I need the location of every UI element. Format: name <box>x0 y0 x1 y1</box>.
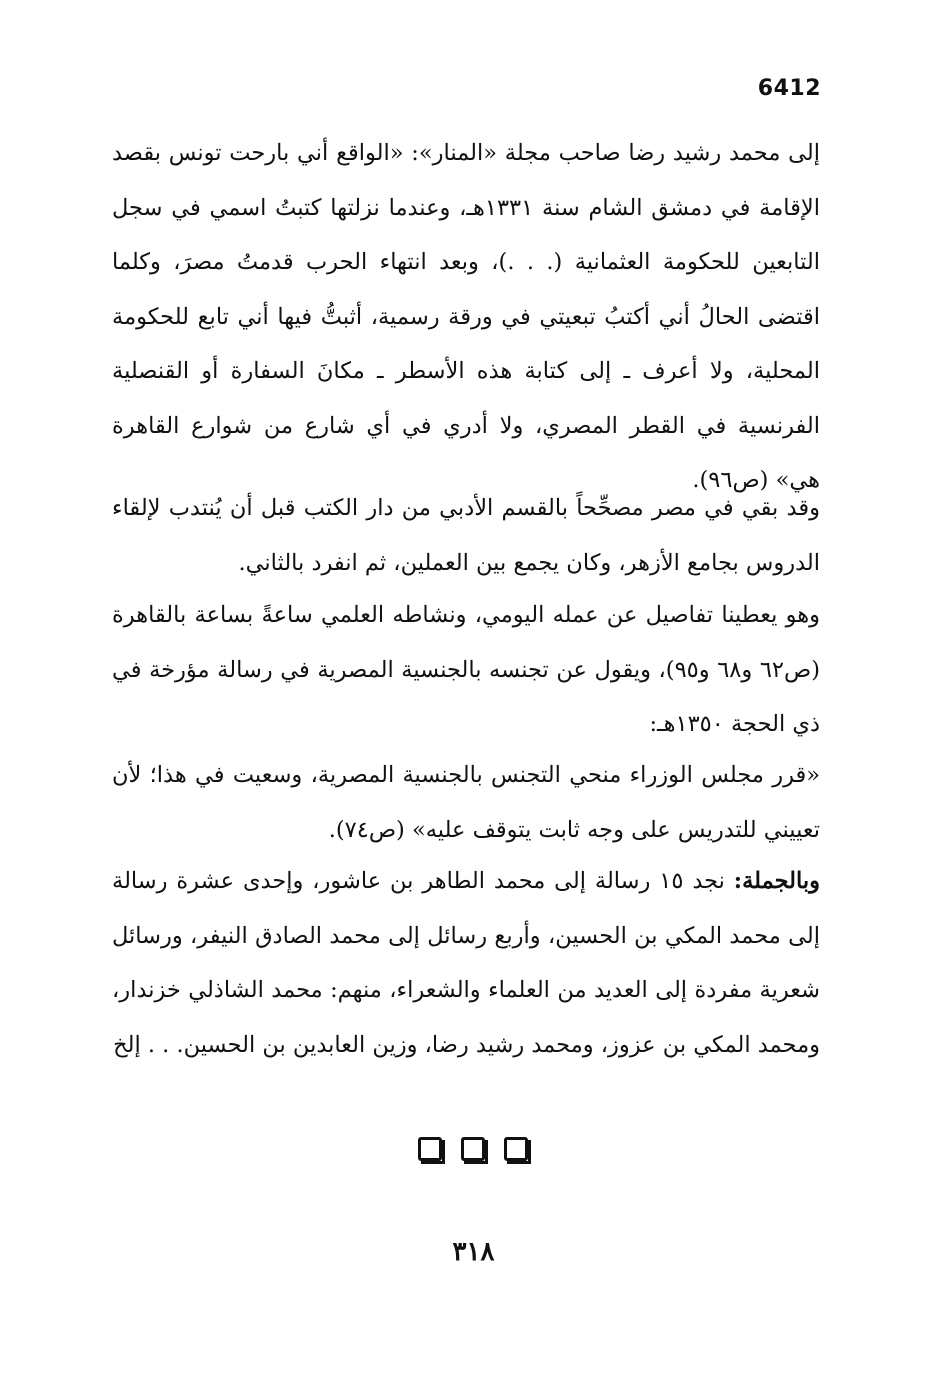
summary-text: نجد ١٥ رسالة إلى محمد الطاهر بن عاشور، وإحدى عشرة رسالة إلى محمد المكي بن الحسين، وأربع رسائل إلى محمد الصادق النيفر، ورسائل شعرية مفردة إلى العديد من العلماء والشعراء، منهم: محمد الشاذلي خزندار، ومحمد المكي بن عزوز، ومحمد رشيد رضا، وزين العابدين بن الحسين. . . إلخ <box>112 868 820 1058</box>
page-number: ٣١٨ <box>452 1237 495 1267</box>
paragraph-letter-quote <box>112 126 820 508</box>
square-ornament-icon <box>461 1137 485 1161</box>
paragraph-naturalization-quote <box>112 748 820 857</box>
paragraph-text: إلى محمد رشيد رضا صاحب مجلة «المنار»: «الواقع أني بارحت تونس بقصد الإقامة في دمشق الشام سنة ١٣٣١هـ، وعندما نزلتها كتبتُ اسمي في سجل التابعين للحكومة العثمانية (. . .)، وبعد انتهاء الحرب قدمتُ مصرَ، وكلما اقتضى الحالُ أني أكتبُ تبعيتي في ورقة رسمية، أثبتُّ فيها أني تابع للحكومة المحلية، ولا أعرف ـ إلى كتابة هذه الأسطر ـ مكانَ السفارة أو القنصلية الفرنسية في القطر المصري، ولا أدري في أي شارع من شوارع القاهرة هي» (ص٩٦). <box>112 140 820 493</box>
paragraph-text <box>112 854 820 1072</box>
paragraph-dar-al-kutub <box>112 481 820 590</box>
paragraph-text: «قرر مجلس الوزراء منحي التجنس بالجنسية المصرية، وسعيت في هذا؛ لأن تعييني للتدريس على وجه ثابت يتوقف عليه» (ص٧٤). <box>112 762 820 843</box>
paragraph-daily-work <box>112 588 820 752</box>
paragraph-text: وقد بقي في مصر مصحِّحاً بالقسم الأدبي من دار الكتب قبل أن يُنتدب لإلقاء الدروس بجامع الأزهر، وكان يجمع بين العملين، ثم انفرد بالثاني. <box>112 495 820 576</box>
square-ornament-icon <box>504 1137 528 1161</box>
three-square-ornament-icon <box>418 1137 528 1161</box>
lead-phrase: وبالجملة: <box>733 868 820 894</box>
page-id: 6412 <box>757 76 821 101</box>
paragraph-summary <box>112 854 820 1072</box>
square-ornament-icon <box>418 1137 442 1161</box>
paragraph-text: وهو يعطينا تفاصيل عن عمله اليومي، ونشاطه العلمي ساعةً بساعة بالقاهرة (ص٦٢ و٦٨ و٩٥)، ويقول عن تجنسه بالجنسية المصرية في رسالة مؤرخة في ذي الحجة ١٣٥٠هـ: <box>112 602 820 737</box>
